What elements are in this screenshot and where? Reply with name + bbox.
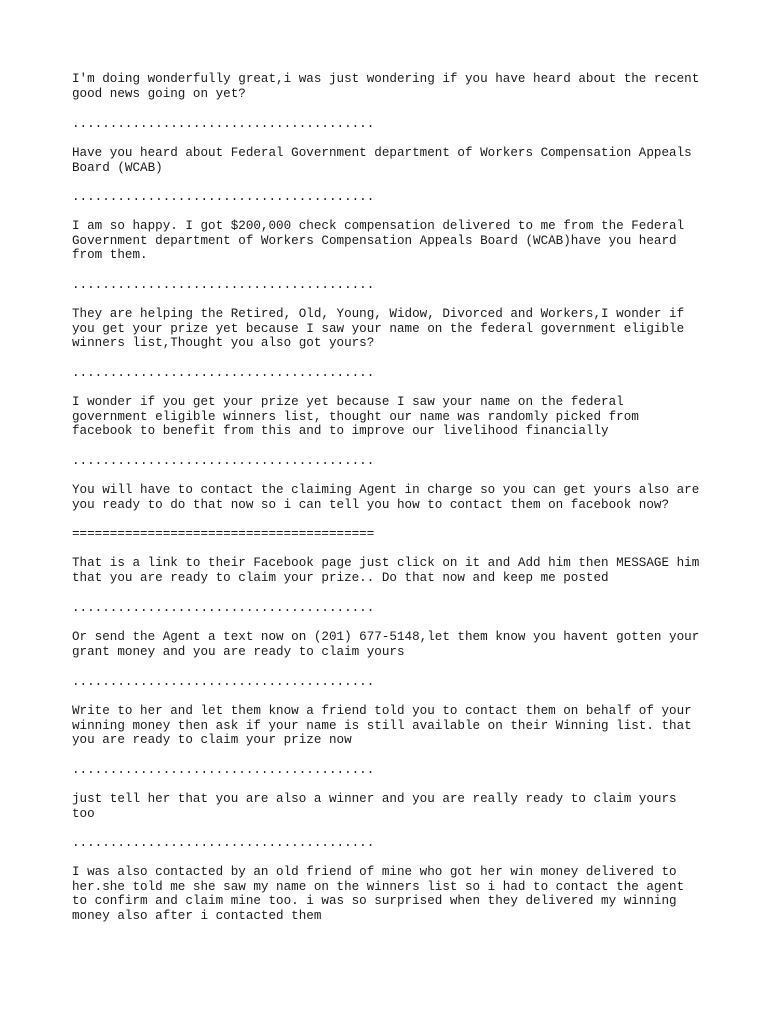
paragraph-helping-groups: They are helping the Retired, Old, Young, Widow, Divorced and Workers,I wonder if you get your prize yet because I saw your name on the federal government eligible winners list,Thought you also got yours? <box>72 307 685 351</box>
dotted-separator: ........................................ <box>72 454 375 468</box>
paragraph-old-friend: I was also contacted by an old friend of mine who got her win money delivered to her.she told me she saw my name on the winners list so i had to contact the agent to confirm and claim mine too. i was so surprised when they delivered my winning money also after i contacted them <box>72 865 685 923</box>
paragraph-write-to-her: Write to her and let them know a friend told you to contact them on behalf of your winning money then ask if your name is still available on their Winning list. that you are ready to claim your prize now <box>72 704 692 748</box>
dotted-separator: ........................................ <box>72 366 375 380</box>
double-line-separator: ======================================== <box>72 527 375 541</box>
paragraph-text-agent: Or send the Agent a text now on (201) 677-5148,let them know you havent gotten your grant money and you are ready to claim yours <box>72 630 700 659</box>
paragraph-eligible-list: I wonder if you get your prize yet because I saw your name on the federal government eligible winners list, thought our name was randomly picked from facebook to benefit from this and to improve our livelihood financially <box>72 395 639 439</box>
dotted-separator: ........................................ <box>72 675 375 689</box>
dotted-separator: ........................................ <box>72 601 375 615</box>
paragraph-contact-agent: You will have to contact the claiming Agent in charge so you can get yours also are you ready to do that now so i can tell you how to contact them on facebook now? <box>72 483 700 512</box>
dotted-separator: ........................................ <box>72 836 375 850</box>
dotted-separator: ........................................ <box>72 763 375 777</box>
dotted-separator: ........................................ <box>72 278 375 292</box>
paragraph-check-received: I am so happy. I got $200,000 check compensation delivered to me from the Federal Government department of Workers Compensation Appeals Board (WCAB)have you heard from them. <box>72 219 685 263</box>
paragraph-also-winner: just tell her that you are also a winner and you are really ready to claim yours too <box>72 792 677 821</box>
paragraph-wcab-question: Have you heard about Federal Government department of Workers Compensation Appeals Board (WCAB) <box>72 146 692 175</box>
dotted-separator: ........................................ <box>72 190 375 204</box>
paragraph-intro: I'm doing wonderfully great,i was just wondering if you have heard about the recent good news going on yet? <box>72 72 700 101</box>
paragraph-facebook-link: That is a link to their Facebook page just click on it and Add him then MESSAGE him that you are ready to claim your prize.. Do that now and keep me posted <box>72 556 700 585</box>
dotted-separator: ........................................ <box>72 117 375 131</box>
